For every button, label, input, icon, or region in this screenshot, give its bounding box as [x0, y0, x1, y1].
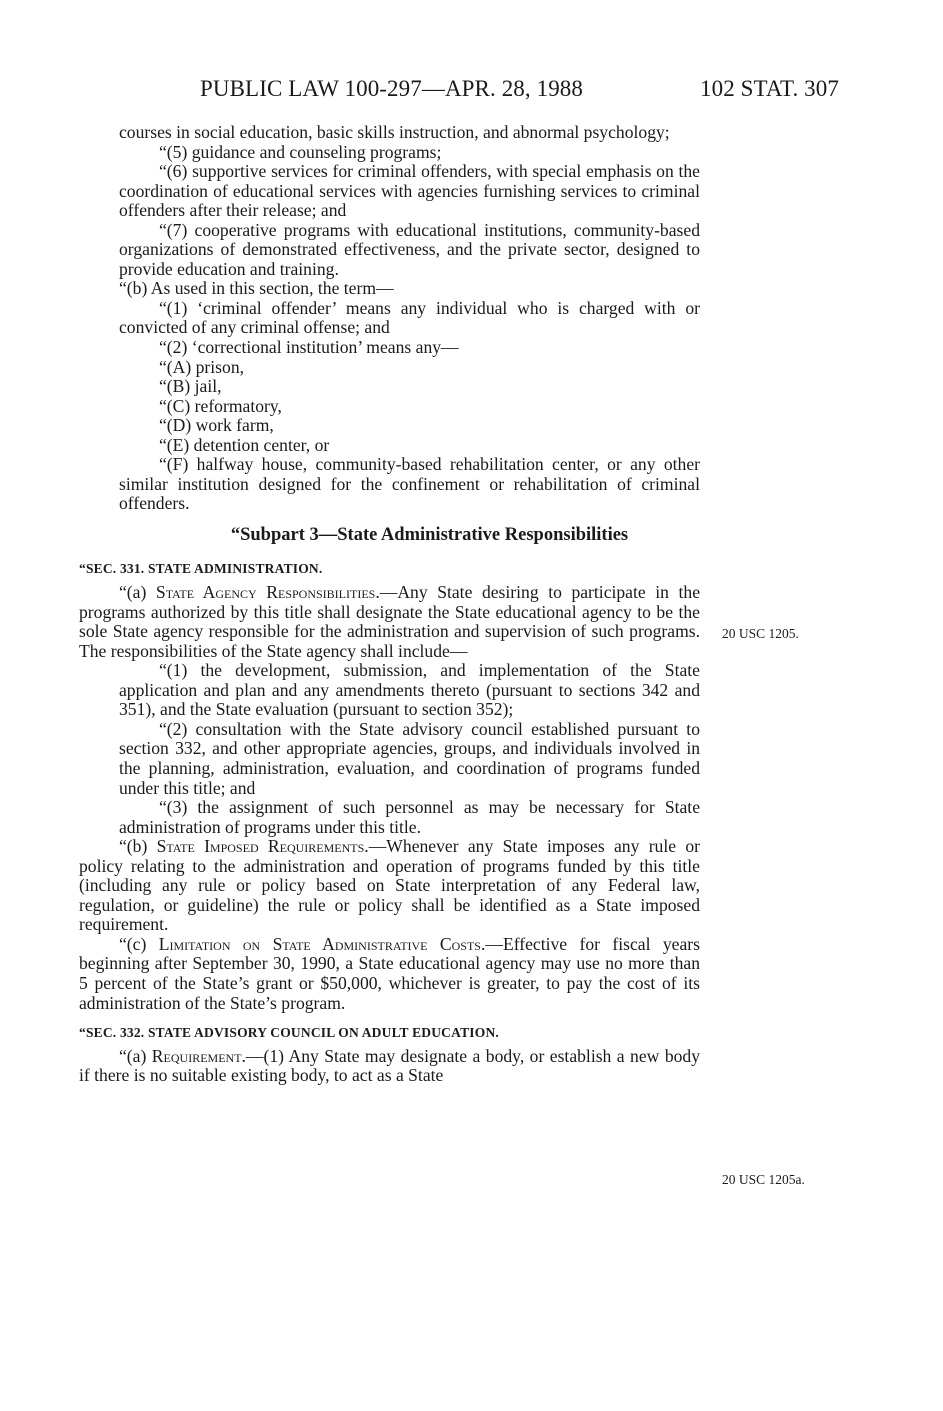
paragraph-331a: “(a) State Agency Responsibilities.—Any State desiring to participate in the programs authorized by this title shall designate the State educational agency to be the sole State agency responsible for the administration and supervision of such programs. The responsibilities of the State agency shall include— — [79, 582, 701, 661]
paragraph-331b: “(b) State Imposed Requirements.—Whenever any State imposes any rule or policy relating to the administration and operation of programs funded by this title (including any rule or policy based on State interpretation of any Federal law, regulation, or guideline) the rule or policy shall be identified as a State imposed requirement. — [79, 836, 700, 935]
subsection-heading-state-agency: State Agency Responsibilities. — [155, 582, 380, 603]
list-item-detention-center: “(E) detention center, or — [159, 434, 330, 455]
paragraph-item-5: “(5) guidance and counseling programs; — [159, 141, 442, 162]
body-text — [79, 123, 700, 1086]
paragraph-331c: “(c) Limitation on State Administrative Costs.—Effective for fiscal years beginning after September 30, 1990, a State educational agency may use no more than 5 percent of the State’s grant or $50,000, whichever is greater, to pay the cost of its administration of the State’s program. — [79, 933, 700, 1013]
paragraph-item-7: “(7) cooperative programs with educational institutions, community-based organizations of demonstrated effectiveness, and the private sector, designed to provide education and training. — [119, 219, 700, 279]
paragraph-item-6: “(6) supportive services for criminal offenders, with special emphasis on the coordination of educational services with agencies furnishing services to criminal offenders after their release; and — [119, 161, 700, 221]
list-item-reformatory: “(C) reformatory, — [159, 395, 282, 416]
list-item-work-farm: “(D) work farm, — [159, 415, 274, 436]
paragraph-def-criminal-offender: “(1) ‘criminal offender’ means any individual who is charged with or convicted of any criminal offense; and — [119, 297, 700, 338]
subpart-heading: “Subpart 3—State Administrative Responsibilities — [230, 524, 629, 545]
margin-citation-sec331: 20 USC 1205. — [722, 626, 799, 641]
margin-citation-sec332: 20 USC 1205a. — [722, 1172, 805, 1187]
running-header-title: PUBLIC LAW 100-297—APR. 28, 1988 — [200, 76, 584, 101]
paragraph-def-correctional-institution: “(2) ‘correctional institution’ means any— — [159, 337, 459, 358]
paragraph-331a1: “(1) the development, submission, and implementation of the State application and plan and any amendments thereto (pursuant to sections 342 and 351), and the State evaluation (pursuant to section 352); — [119, 660, 700, 720]
page-number: 102 STAT. 307 — [700, 76, 839, 101]
paragraph-courses: courses in social education, basic skills instruction, and abnormal psychology; — [119, 122, 670, 142]
section-331-heading: “SEC. 331. STATE ADMINISTRATION. — [79, 561, 323, 577]
paragraph-332a: “(a) Requirement.—(1) Any State may designate a body, or establish a new body if there is no suitable existing body, to act as a State — [79, 1045, 701, 1086]
paragraph-subsection-b: “(b) As used in this section, the term— — [119, 278, 394, 299]
subsection-heading-limitation: Limitation on State Administrative Costs. — [158, 933, 486, 954]
list-item-halfway-house: “(F) halfway house, community-based rehabilitation center, or any other similar institution designed for the confinement or rehabilitation of criminal offenders. — [119, 454, 700, 514]
paragraph-331a2: “(2) consultation with the State advisory council established pursuant to section 332, and other appropriate agencies, groups, and individuals involved in the planning, administration, evaluation, and coordination of programs funded under this title; and — [119, 718, 700, 798]
subsection-heading-requirement: Requirement. — [151, 1045, 246, 1066]
paragraph-331a3: “(3) the assignment of such personnel as may be necessary for State administration of programs under this title. — [119, 797, 700, 837]
section-332-heading: “SEC. 332. STATE ADVISORY COUNCIL ON ADULT EDUCATION. — [79, 1025, 499, 1041]
subsection-heading-state-imposed: State Imposed Requirements. — [156, 836, 369, 857]
list-item-jail: “(B) jail, — [159, 376, 222, 397]
list-item-prison: “(A) prison, — [159, 356, 245, 377]
